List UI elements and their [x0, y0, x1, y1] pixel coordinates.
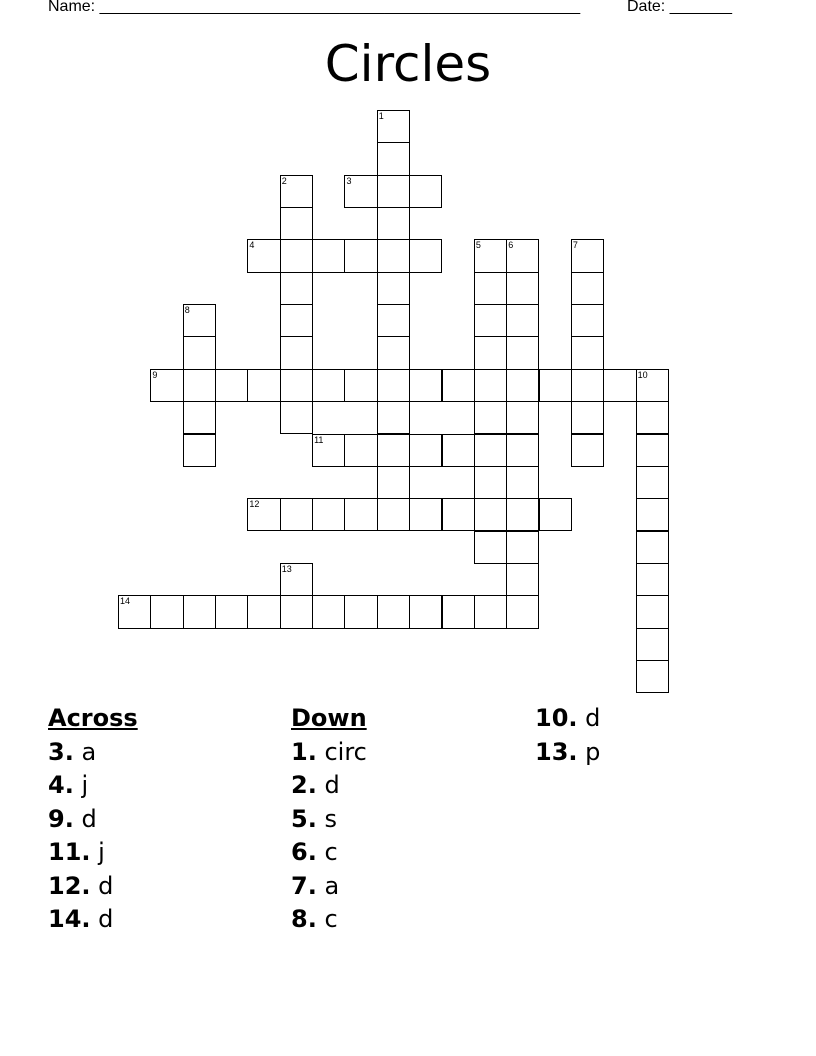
down-clue [291, 870, 367, 904]
grid-cell[interactable] [603, 369, 636, 402]
down-clue [291, 836, 367, 870]
clue-number-label: 7 [572, 240, 578, 251]
grid-cell[interactable] [409, 239, 442, 272]
grid-cell[interactable] [409, 595, 442, 628]
grid-cell[interactable] [183, 401, 216, 434]
grid-cell[interactable] [247, 369, 280, 402]
clue-number: 2. [291, 771, 317, 799]
down-clue [291, 736, 367, 770]
clue-number: 4. [48, 771, 74, 799]
clue-text: d [324, 771, 340, 799]
clue-number-label: 8 [184, 305, 190, 316]
clue-text: c [324, 838, 338, 866]
clue-number-label: 9 [152, 369, 158, 380]
grid-cell[interactable] [571, 272, 604, 305]
grid-cell[interactable] [474, 466, 507, 499]
grid-cell[interactable] [183, 369, 216, 402]
grid-cell[interactable] [442, 369, 475, 402]
clue-number: 3. [48, 737, 74, 766]
grid-cell[interactable] [636, 466, 669, 499]
grid-cell[interactable] [280, 304, 313, 337]
grid-cell[interactable] [312, 239, 345, 272]
grid-cell[interactable] [571, 369, 604, 402]
grid-cell[interactable] [377, 401, 410, 434]
grid-cell[interactable] [215, 595, 248, 628]
clue-number: 13. [535, 737, 578, 766]
grid-cell[interactable] [377, 595, 410, 628]
clue-number: 5. [291, 804, 317, 833]
clue-number-label: 11 [314, 434, 324, 445]
down-heading: Down [291, 704, 367, 732]
grid-cell[interactable] [377, 498, 410, 531]
clue-text: d [98, 871, 114, 900]
date-line[interactable]: Date: _______ [627, 0, 732, 15]
grid-cell[interactable] [506, 498, 539, 531]
across-clue [48, 803, 138, 837]
grid-cell[interactable] [377, 207, 410, 240]
down-clue [291, 903, 367, 937]
grid-cell[interactable] [506, 531, 539, 564]
clue-text: d [585, 704, 601, 732]
grid-cell[interactable] [280, 401, 313, 434]
grid-cell[interactable] [636, 401, 669, 434]
grid-cell[interactable] [344, 239, 377, 272]
grid-cell[interactable] [247, 595, 280, 628]
grid-cell[interactable] [344, 498, 377, 531]
clue-number-label: 1 [378, 111, 384, 121]
across-clue [48, 836, 138, 870]
grid-cell[interactable] [506, 369, 539, 402]
grid-cell[interactable] [506, 304, 539, 337]
across-clue [48, 870, 138, 904]
grid-cell[interactable] [377, 142, 410, 175]
grid-cell[interactable] [377, 369, 410, 402]
grid-cell[interactable] [280, 239, 313, 272]
grid-cell[interactable] [377, 466, 410, 499]
across-clue [48, 736, 138, 770]
grid-cell[interactable] [474, 336, 507, 369]
grid-cell[interactable] [506, 466, 539, 499]
grid-cell[interactable] [409, 434, 442, 467]
clue-number: 12. [48, 871, 91, 900]
grid-cell[interactable] [539, 369, 572, 402]
grid-cell[interactable] [344, 595, 377, 628]
clue-number: 9. [48, 804, 74, 833]
grid-cell[interactable] [377, 336, 410, 369]
clue-number: 14. [48, 905, 91, 933]
down-clue [535, 702, 600, 736]
clue-number-label: 2 [281, 175, 287, 186]
grid-cell[interactable] [506, 563, 539, 596]
clue-number-label: 4 [249, 240, 255, 251]
grid-cell[interactable] [409, 175, 442, 208]
grid-cell[interactable] [636, 563, 669, 596]
grid-cell[interactable] [150, 595, 183, 628]
grid-cell[interactable] [280, 369, 313, 402]
clue-text: circ [324, 737, 367, 766]
down-clues-continued [535, 702, 600, 769]
grid-cell[interactable] [636, 498, 669, 531]
grid-cell[interactable] [474, 369, 507, 402]
grid-cell[interactable] [506, 434, 539, 467]
grid-cell[interactable] [183, 336, 216, 369]
grid-cell[interactable] [506, 401, 539, 434]
grid-cell[interactable] [312, 369, 345, 402]
grid-cell[interactable] [442, 498, 475, 531]
clue-text: d [81, 804, 97, 833]
clue-text: p [585, 737, 601, 766]
grid-cell[interactable] [636, 660, 669, 693]
clue-number-label: 10 [637, 369, 648, 380]
clue-number-label: 12 [249, 499, 260, 510]
clue-number: 7. [291, 871, 317, 900]
grid-cell[interactable] [571, 434, 604, 467]
grid-cell[interactable] [636, 531, 669, 564]
grid-cell[interactable] [636, 434, 669, 467]
grid-cell[interactable] [312, 498, 345, 531]
clue-number-label: 13 [281, 563, 292, 574]
grid-cell[interactable] [280, 595, 313, 628]
grid-cell[interactable] [474, 401, 507, 434]
down-clue [291, 803, 367, 837]
clue-text: a [81, 737, 97, 766]
grid-cell[interactable] [474, 498, 507, 531]
across-heading: Across [48, 704, 138, 732]
clue-number-label: 14 [120, 596, 131, 607]
down-clues [291, 702, 367, 937]
grid-cell[interactable] [377, 304, 410, 337]
grid-cell[interactable] [474, 595, 507, 628]
across-clues [48, 702, 138, 937]
clue-number-label: 6 [508, 240, 514, 251]
grid-cell[interactable] [377, 175, 410, 208]
clue-number: 10. [535, 704, 578, 732]
grid-cell[interactable] [571, 336, 604, 369]
grid-cell[interactable] [506, 336, 539, 369]
clue-text: c [324, 905, 338, 933]
clue-text: j [98, 838, 105, 866]
name-line[interactable]: Name: ______________________________________________________ [48, 0, 581, 15]
clue-text: j [81, 771, 89, 799]
clue-text: a [324, 871, 340, 900]
grid-cell[interactable] [571, 304, 604, 337]
grid-cell[interactable] [506, 272, 539, 305]
grid-cell[interactable] [377, 239, 410, 272]
clue-number: 8. [291, 905, 317, 933]
grid-cell[interactable] [377, 272, 410, 305]
grid-cell[interactable] [280, 207, 313, 240]
grid-cell[interactable] [183, 595, 216, 628]
grid-cell[interactable] [377, 434, 410, 467]
grid-cell[interactable] [183, 434, 216, 467]
clue-number: 1. [291, 737, 317, 766]
clue-text: s [324, 804, 337, 833]
clue-number-label: 3 [346, 175, 352, 186]
grid-cell[interactable] [474, 272, 507, 305]
page-title: Circles [324, 35, 492, 93]
grid-cell[interactable] [539, 498, 572, 531]
grid-cell[interactable] [442, 434, 475, 467]
grid-cell[interactable] [474, 531, 507, 564]
grid-cell[interactable] [312, 595, 345, 628]
grid-cell[interactable] [506, 595, 539, 628]
down-clue [291, 769, 367, 803]
grid-cell[interactable] [636, 628, 669, 661]
grid-cell[interactable] [280, 498, 313, 531]
grid-cell[interactable] [474, 304, 507, 337]
grid-cell[interactable] [409, 498, 442, 531]
grid-cell[interactable] [344, 369, 377, 402]
grid-cell[interactable] [280, 272, 313, 305]
clue-number: 11. [48, 838, 91, 866]
across-clue [48, 903, 138, 937]
grid-cell[interactable] [474, 434, 507, 467]
clue-text: d [98, 905, 114, 933]
grid-cell[interactable] [344, 434, 377, 467]
grid-cell[interactable] [571, 401, 604, 434]
grid-cell[interactable] [442, 595, 475, 628]
grid-cell[interactable] [280, 336, 313, 369]
clue-number: 6. [291, 838, 317, 866]
across-clue [48, 769, 138, 803]
grid-cell[interactable] [409, 369, 442, 402]
grid-cell[interactable] [215, 369, 248, 402]
down-clue [535, 736, 600, 770]
clue-number-label: 5 [475, 240, 481, 251]
grid-cell[interactable] [636, 595, 669, 628]
